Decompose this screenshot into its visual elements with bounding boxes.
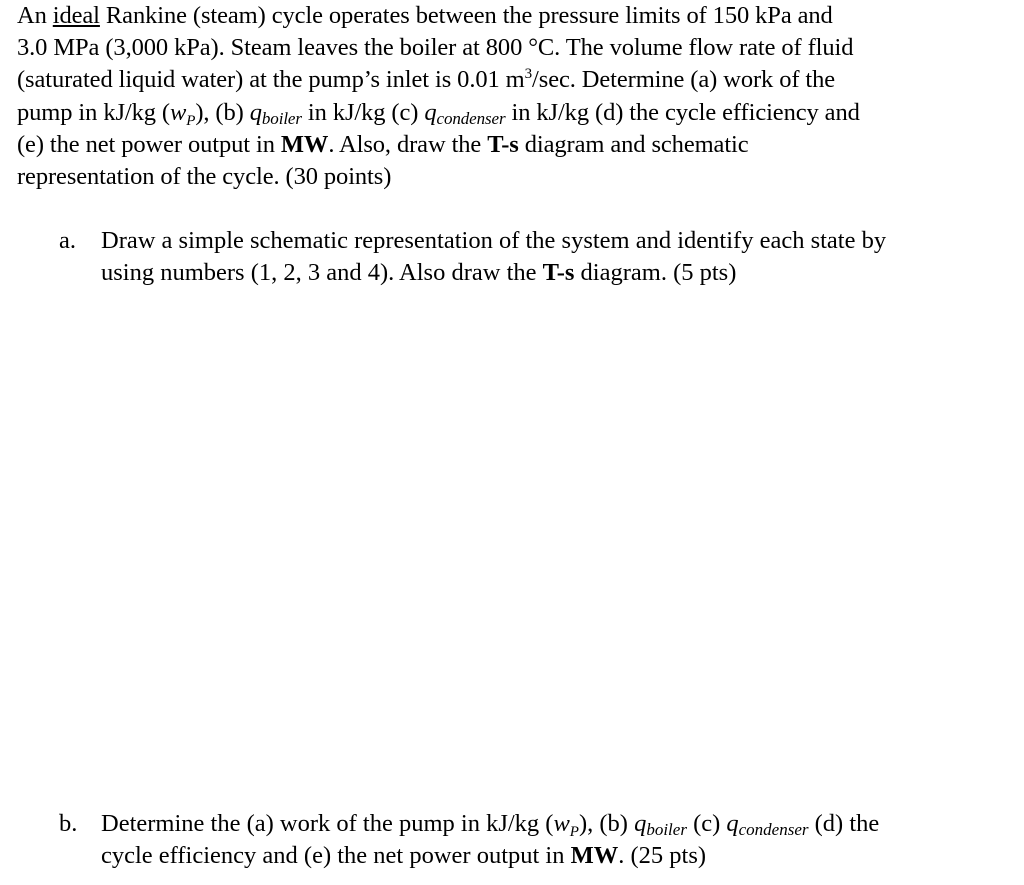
q-boiler-symbol: qboiler — [249, 98, 302, 128]
q-condenser-subscript: condenser — [436, 108, 506, 128]
q-condenser-symbol: qcondenser — [726, 810, 809, 839]
part-a-marker: a. — [59, 227, 76, 254]
q-boiler-subscript: boiler — [646, 820, 687, 839]
part-a-line-1: Draw a simple schematic representation of the system and identify each state by — [101, 227, 887, 254]
part-a — [59, 225, 1009, 295]
ts-bold-label: T-s — [542, 258, 575, 286]
ts-bold-label: T-s — [487, 130, 519, 158]
problem-line-1: An ideal Rankine (steam) cycle operates between the pressure limits of 150 kPa and — [17, 2, 833, 29]
problem-line-2: 3.0 MPa (3,000 kPa). Steam leaves the boiler at 800 °C. The volume flow rate of fluid — [17, 34, 854, 62]
problem-line-3: (saturated liquid water) at the pump’s inlet is 0.01 $m^3/\sec$. Determine (a) work of the — [17, 66, 836, 94]
q-condenser-subscript: condenser — [738, 820, 809, 839]
mw-bold-unit: MW — [280, 130, 329, 158]
q-condenser-symbol: qcondenser — [424, 98, 506, 128]
problem-line-6: representation of the cycle. (30 points) — [17, 163, 392, 191]
pump-work-subscript: P — [569, 824, 579, 840]
pump-work-symbol: w — [553, 810, 570, 837]
part-b-marker: b. — [59, 810, 78, 837]
problem-line-4: pump in kJ/kg $(w_P)$, (b) qboiler in kJ/kg (c) qcondenser in kJ/kg (d) the cycle efficiency and — [17, 98, 860, 129]
part-a-text — [101, 225, 1006, 288]
answer-space — [17, 300, 1007, 800]
part-b — [59, 808, 1009, 878]
q-boiler-symbol: qboiler — [634, 810, 687, 839]
ideal-underlined-word: ideal — [52, 2, 100, 29]
pump-work-symbol: w — [170, 98, 187, 126]
mw-bold-unit: MW — [570, 841, 619, 869]
part-b-line-1: Determine the (a) work of the pump in kJ/kg $(w_P)$, (b) qboiler (c) qcondenser (d) the — [101, 810, 880, 840]
q-boiler-subscript: boiler — [261, 108, 302, 128]
part-a-line-2: using numbers (1, 2, 3 and 4). Also draw the T-s diagram. (5 pts) — [101, 258, 737, 286]
part-b-line-2: cycle efficiency and (e) the net power output in MW. (25 pts) — [101, 841, 707, 869]
problem-line-5: (e) the net power output in MW. Also, draw the T-s diagram and schematic — [17, 130, 749, 158]
part-b-text — [101, 808, 1006, 871]
cubed-superscript: 3 — [524, 66, 533, 83]
pump-work-subscript: P — [186, 112, 196, 129]
problem-statement — [17, 0, 1012, 193]
